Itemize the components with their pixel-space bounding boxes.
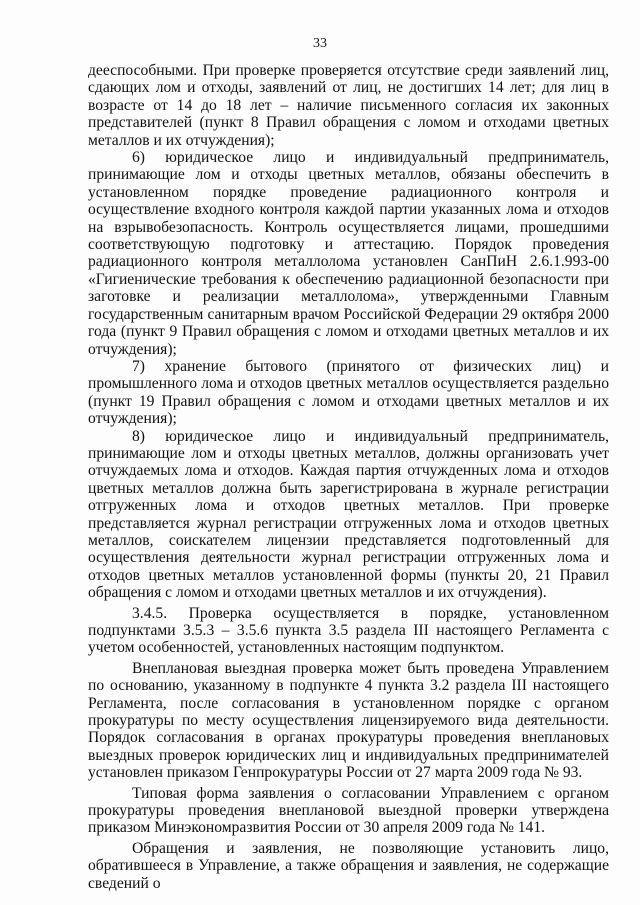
paragraph-item-8: 8) юридическое лицо и индивидуальный предприниматель, принимающие лом и отходы цветных металлов, должны организовать учет отчуждаемых лома и отходов. Каждая партия отчужденных лома и отходов цветных металлов должна быть зарегистрирована в журнале регистрации отгруженных лома и отходов цветных металлов. При проверке представляется журнал регистрации отгруженных лома и отходов цветных металлов, соискателем лицензии представляется подготовленный для осуществления деятельности журнал регистрации отгруженных лома и отходов цветных металлов установленной формы (пункты 20, 21 Правил обращения с ломом и отходами цветных металлов и их отчуждения). xyxy=(88,427,609,602)
paragraph-3-4-5: 3.4.5. Проверка осуществляется в порядке, установленном подпунктами 3.5.3 – 3.5.6 пункта 3.5 раздела III настоящего Регламента с учетом особенностей, установленных настоящим подпунктом. xyxy=(88,604,609,657)
page-number: 33 xyxy=(313,36,327,51)
paragraph-continuation: дееспособными. При проверке проверяется отсутствие среди заявлений лиц, сдающих лом и отходы, заявлений от лиц, не достигших 14 лет; для лиц в возрасте от 14 до 18 лет – наличие письменного согласия их законных представителей (пункт 8 Правил обращения с ломом и отходами цветных металлов и их отчуждения); xyxy=(88,62,609,149)
paragraph-standard-form: Типовая форма заявления о согласовании Управлением с органом прокуратуры проведения внеплановой выездной проверки утверждена приказом Минэкономразвития России от 30 апреля 2009 года № 141. xyxy=(88,784,609,837)
paragraph-item-7: 7) хранение бытового (принятого от физических лиц) и промышленного лома и отходов цветных металлов осуществляется раздельно (пункт 19 Правил обращения с ломом и отходами цветных металлов и их отчуждения); xyxy=(88,357,609,428)
paragraph-appeals: Обращения и заявления, не позволяющие установить лицо, обратившееся в Управление, а также обращения и заявления, не содержащие сведений о xyxy=(88,839,609,892)
paragraph-item-6: 6) юридическое лицо и индивидуальный предприниматель, принимающие лом и отходы цветных металлов, обязаны обеспечить в установленном порядке проведение радиационного контроля и осуществление входного контроля каждой партии указанных лома и отходов на взрывобезопасность. Контроль осуществляется лицами, прошедшими соответствующую подготовку и аттестацию. Порядок проведения радиационного контроля металлолома установлен СанПиН 2.6.1.993-00 «Гигиенические требования к обеспечению радиационной безопасности при заготовке и реализации металлолома», утвержденными Главным государственным санитарным врачом Российской Федерации 29 октября 2000 года (пункт 9 Правил обращения с ломом и отходами цветных металлов и их отчуждения); xyxy=(88,149,609,358)
document-body xyxy=(88,62,609,892)
paragraph-unscheduled-inspection: Внеплановая выездная проверка может быть проведена Управлением по основанию, указанному в подпункте 4 пункта 3.2 раздела III настоящего Регламента, после согласования в установленном порядке с органом прокуратуры по месту осуществления лицензируемого вида деятельности. Порядок согласования в органах прокуратуры проведения внеплановых выездных проверок юридических лиц и индивидуальных предпринимателей установлен приказом Генпрокуратуры России от 27 марта 2009 года № 93. xyxy=(88,659,609,782)
